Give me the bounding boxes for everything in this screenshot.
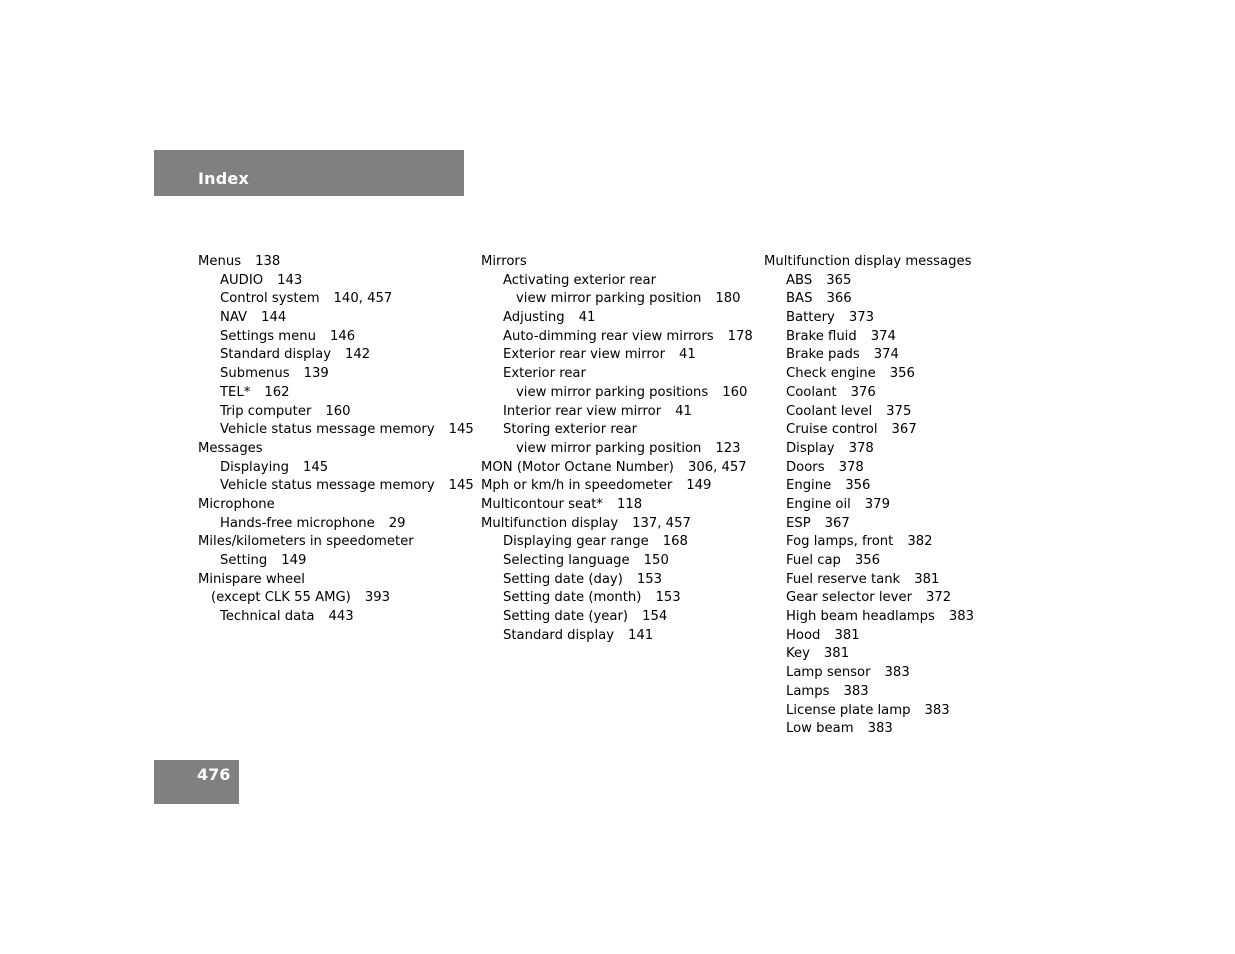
- index-page-ref: 381: [914, 571, 940, 587]
- index-term: Vehicle status message memory: [220, 478, 435, 494]
- index-term: AUDIO: [220, 272, 264, 288]
- index-term: Displaying: [220, 459, 290, 475]
- index-entry: [481, 515, 753, 534]
- index-entry: [764, 683, 974, 702]
- index-page-ref: 153: [655, 590, 681, 606]
- index-entry: [481, 328, 753, 347]
- index-term: Standard display: [220, 347, 332, 363]
- index-page-ref: 356: [889, 366, 915, 382]
- index-term: Multifunction display messages: [764, 254, 972, 269]
- index-entry: [198, 496, 474, 515]
- index-term: ABS: [786, 272, 813, 288]
- index-entry: [764, 589, 974, 608]
- index-entry: [764, 515, 974, 534]
- index-entry: [764, 253, 974, 272]
- index-entry: [764, 477, 974, 496]
- index-entry: [198, 459, 474, 478]
- index-entry: [764, 384, 974, 403]
- index-entry: [764, 272, 974, 291]
- index-page-ref: 123: [715, 440, 741, 456]
- index-entry: [764, 552, 974, 571]
- index-page-ref: 144: [261, 310, 287, 326]
- index-term: Lamp sensor: [786, 665, 871, 681]
- index-term: Brake pads: [786, 347, 860, 363]
- index-page-ref: 365: [826, 272, 852, 288]
- index-term: Setting date (day): [503, 571, 623, 587]
- index-page-ref: 141: [628, 627, 654, 643]
- index-term: Brake fluid: [786, 328, 857, 344]
- index-page-ref: 168: [662, 534, 688, 550]
- index-page-ref: 383: [948, 609, 975, 625]
- section-header: [154, 150, 464, 196]
- index-entry: [198, 589, 474, 608]
- index-term: Interior rear view mirror: [503, 403, 662, 419]
- index-page-ref: 160: [325, 403, 351, 419]
- index-term: Coolant level: [786, 403, 873, 419]
- index-term: Mirrors: [481, 254, 527, 269]
- index-page-ref: 29: [388, 515, 406, 531]
- index-entry: [481, 440, 753, 459]
- index-term: Activating exterior rear: [503, 272, 657, 288]
- index-entry: [481, 496, 753, 515]
- index-term: Low beam: [786, 721, 854, 737]
- index-entry: [481, 421, 753, 440]
- index-entry: [481, 533, 753, 552]
- index-entry: [198, 440, 474, 459]
- index-entry: [481, 571, 753, 590]
- index-page-ref: 383: [843, 683, 869, 699]
- index-term: Displaying gear range: [503, 534, 649, 550]
- index-term: Fog lamps, front: [786, 534, 894, 550]
- index-term: Doors: [786, 459, 825, 475]
- index-term: Setting: [220, 553, 268, 568]
- index-term: Gear selector lever: [786, 590, 913, 606]
- index-page-ref: 356: [854, 553, 881, 568]
- index-term: Coolant: [786, 384, 837, 400]
- index-term: Setting date (month): [503, 590, 642, 606]
- index-term: Microphone: [198, 496, 275, 512]
- index-page-ref: 160: [722, 384, 748, 400]
- index-entry: [481, 346, 753, 365]
- index-page-ref: 382: [907, 534, 933, 550]
- index-page-ref: 118: [616, 496, 643, 512]
- index-term: view mirror parking positions: [516, 384, 709, 400]
- index-entry: [764, 571, 974, 590]
- index-term: TEL*: [220, 384, 251, 400]
- index-page-ref: 378: [848, 440, 874, 456]
- index-entry: [764, 533, 974, 552]
- index-term: ESP: [786, 515, 811, 531]
- index-page-ref: 139: [303, 366, 329, 382]
- index-page-ref: 383: [867, 721, 893, 737]
- index-term: Miles/kilometers in speedometer: [198, 534, 414, 550]
- index-page-ref: 140, 457: [333, 291, 393, 307]
- index-entry: [198, 552, 474, 571]
- index-term: Multicontour seat*: [481, 496, 603, 512]
- index-page-ref: 379: [864, 496, 890, 512]
- index-page-ref: 162: [264, 384, 290, 400]
- index-entry: [481, 608, 753, 627]
- index-page-ref: 178: [727, 328, 753, 344]
- index-term: Menus: [198, 254, 242, 269]
- index-entry: [481, 459, 753, 478]
- index-term: Cruise control: [786, 422, 878, 438]
- index-page-ref: 137, 457: [632, 515, 691, 531]
- index-entry: [764, 627, 974, 646]
- index-entry: [198, 477, 474, 496]
- index-page-ref: 150: [643, 553, 669, 568]
- index-page-ref: 149: [686, 478, 712, 494]
- index-page-ref: 143: [277, 272, 303, 288]
- index-entry: [198, 533, 474, 552]
- index-page-ref: 375: [886, 403, 912, 419]
- index-page-ref: 381: [823, 646, 850, 662]
- index-term: MON (Motor Octane Number): [481, 459, 674, 475]
- index-entry: [198, 328, 474, 347]
- index-entry: [764, 309, 974, 328]
- index-page-ref: 180: [715, 291, 741, 307]
- index-page-ref: 306, 457: [687, 459, 747, 475]
- index-entry: [198, 290, 474, 309]
- index-entry: [764, 496, 974, 515]
- index-term: Hands-free microphone: [220, 515, 375, 531]
- index-entry: [198, 309, 474, 328]
- index-entry: [481, 403, 753, 422]
- index-entry: [764, 421, 974, 440]
- index-page-ref: 142: [345, 347, 371, 363]
- index-term: Fuel cap: [786, 553, 841, 568]
- index-entry: [481, 477, 753, 496]
- index-entry: [198, 608, 474, 627]
- index-entry: [481, 365, 753, 384]
- index-term: Storing exterior rear: [503, 422, 638, 438]
- index-entry: [481, 309, 753, 328]
- index-term: Trip computer: [220, 403, 312, 419]
- index-entry: [764, 290, 974, 309]
- index-entry: [198, 346, 474, 365]
- index-column-1: [198, 253, 474, 627]
- index-term: Messages: [198, 440, 263, 456]
- index-column-2: [481, 253, 753, 645]
- index-page-ref: 356: [845, 478, 871, 494]
- index-term: Control system: [220, 291, 320, 307]
- index-term: Minispare wheel: [198, 571, 305, 587]
- index-page-ref: 153: [636, 571, 663, 587]
- index-page-ref: 366: [826, 291, 852, 307]
- index-term: Engine: [786, 478, 832, 494]
- index-page-ref: 145: [303, 459, 329, 475]
- index-page-ref: 383: [924, 702, 950, 718]
- index-page-ref: 383: [884, 665, 910, 681]
- index-term: Technical data: [220, 609, 315, 625]
- index-page-ref: 381: [834, 627, 860, 643]
- index-column-3: [764, 253, 974, 739]
- index-term: Settings menu: [220, 328, 316, 344]
- index-entry: [764, 645, 974, 664]
- index-entry: [764, 346, 974, 365]
- index-entry: [764, 608, 974, 627]
- index-term: Standard display: [503, 627, 615, 643]
- index-page-ref: 374: [870, 328, 896, 344]
- index-entry: [764, 664, 974, 683]
- index-entry: [764, 720, 974, 739]
- index-entry: [198, 515, 474, 534]
- index-term: Selecting language: [503, 553, 630, 568]
- page-number-box: [154, 760, 239, 804]
- index-entry: [764, 328, 974, 347]
- index-entry: [764, 459, 974, 478]
- index-term: Multifunction display: [481, 515, 619, 531]
- index-entry: [481, 384, 753, 403]
- index-page-ref: 367: [824, 515, 850, 531]
- index-term: License plate lamp: [786, 702, 911, 718]
- index-term: (except CLK 55 AMG): [211, 590, 351, 606]
- index-page-ref: 372: [926, 590, 952, 606]
- page-number: 476: [197, 765, 231, 784]
- index-term: Submenus: [220, 366, 290, 382]
- index-entry: [198, 421, 474, 440]
- index-entry: [198, 272, 474, 291]
- index-page-ref: 146: [329, 328, 356, 344]
- index-term: Auto-dimming rear view mirrors: [503, 328, 714, 344]
- index-entry: [481, 272, 753, 291]
- index-entry: [764, 403, 974, 422]
- index-entry: [198, 403, 474, 422]
- index-page-ref: 138: [255, 254, 281, 269]
- index-entry: [198, 253, 474, 272]
- index-entry: [481, 253, 753, 272]
- index-term: Exterior rear: [503, 366, 586, 382]
- index-page-ref: 154: [642, 609, 668, 625]
- index-term: view mirror parking position: [516, 291, 702, 307]
- index-page-ref: 149: [281, 553, 307, 568]
- index-term: BAS: [786, 291, 813, 307]
- section-title: Index: [198, 169, 249, 188]
- index-entry: [764, 365, 974, 384]
- index-term: Adjusting: [503, 310, 565, 326]
- index-term: Setting date (year): [503, 609, 629, 625]
- index-page-ref: 443: [328, 609, 354, 625]
- index-page-ref: 145: [448, 422, 474, 438]
- index-term: view mirror parking position: [516, 440, 702, 456]
- index-page-ref: 41: [675, 403, 692, 419]
- index-page-ref: 393: [364, 590, 390, 606]
- index-term: Check engine: [786, 366, 876, 382]
- index-page-ref: 145: [448, 478, 474, 494]
- index-entry: [764, 440, 974, 459]
- index-entry: [198, 365, 474, 384]
- index-entry: [198, 384, 474, 403]
- index-entry: [481, 627, 753, 646]
- index-term: High beam headlamps: [786, 609, 935, 625]
- index-page-ref: 373: [848, 310, 874, 326]
- index-term: NAV: [220, 310, 248, 326]
- index-entry: [481, 589, 753, 608]
- index-entry: [481, 290, 753, 309]
- index-entry: [198, 571, 474, 590]
- index-term: Mph or km/h in speedometer: [481, 478, 673, 494]
- index-term: Fuel reserve tank: [786, 571, 901, 587]
- index-term: Lamps: [786, 683, 830, 699]
- index-page-ref: 374: [873, 347, 899, 363]
- index-term: Exterior rear view mirror: [503, 347, 666, 363]
- index-page-ref: 41: [679, 347, 696, 363]
- index-term: Battery: [786, 310, 835, 326]
- index-term: Vehicle status message memory: [220, 422, 435, 438]
- index-page-ref: 378: [838, 459, 864, 475]
- index-page-ref: 41: [578, 310, 596, 326]
- index-term: Hood: [786, 627, 821, 643]
- index-term: Engine oil: [786, 496, 851, 512]
- index-entry: [481, 552, 753, 571]
- index-term: Display: [786, 440, 835, 456]
- index-page-ref: 376: [850, 384, 876, 400]
- index-page-ref: 367: [891, 422, 917, 438]
- index-term: Key: [786, 646, 810, 662]
- index-entry: [764, 702, 974, 721]
